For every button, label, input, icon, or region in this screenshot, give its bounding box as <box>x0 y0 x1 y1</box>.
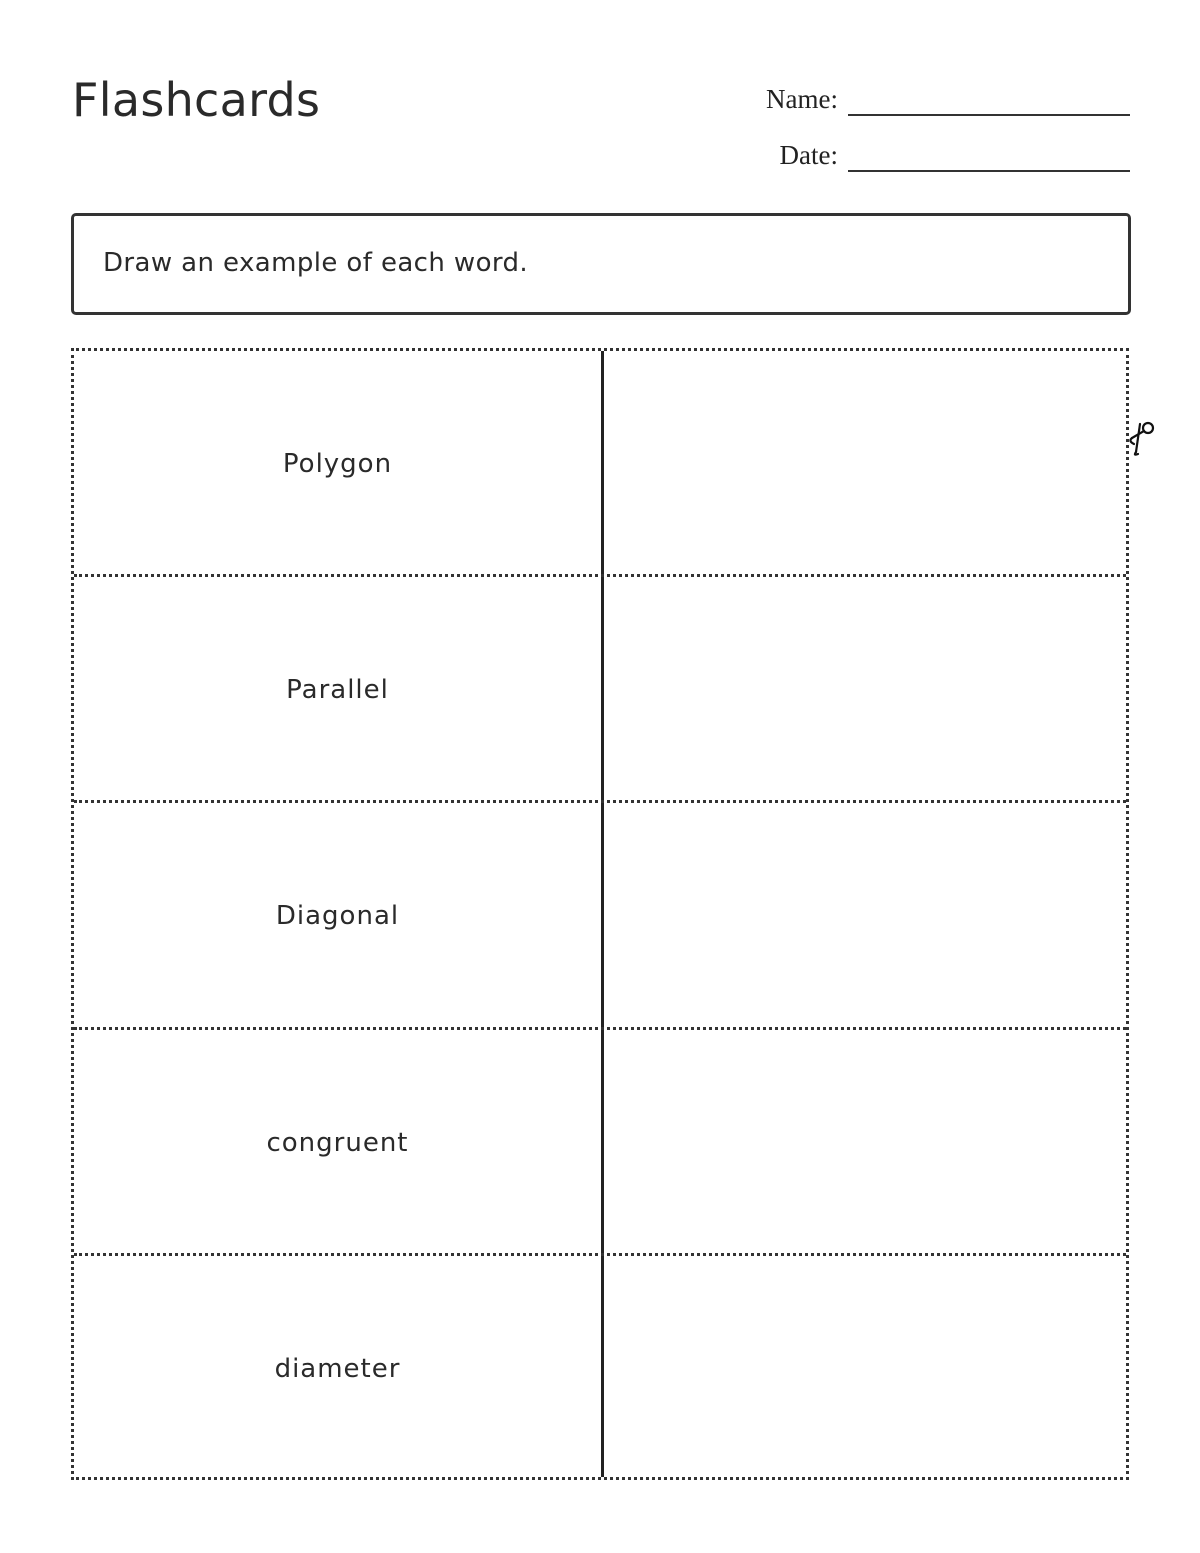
drawing-area <box>604 1030 1126 1256</box>
flashcard-row <box>74 1256 1126 1482</box>
drawing-area <box>604 351 1126 577</box>
date-label: Date: <box>779 140 838 170</box>
name-field <box>766 76 1130 116</box>
term-cell <box>74 803 601 1029</box>
flashcard-row <box>74 803 1126 1029</box>
instructions-box <box>71 213 1131 315</box>
name-label: Name: <box>766 84 838 114</box>
name-write-line <box>848 76 1130 116</box>
term-text: Polygon <box>282 449 393 479</box>
flashcard-grid <box>71 348 1129 1480</box>
worksheet-title: Flashcards <box>72 73 321 127</box>
term-text: Parallel <box>286 675 389 705</box>
drawing-area <box>604 803 1126 1029</box>
drawing-area <box>604 577 1126 803</box>
term-text: congruent <box>266 1128 409 1158</box>
instructions-text: Draw an example of each word. <box>103 248 529 278</box>
term-text: Diagonal <box>275 901 400 931</box>
flashcard-row <box>74 577 1126 803</box>
drawing-area <box>604 1256 1126 1482</box>
term-cell <box>74 1256 601 1482</box>
date-field <box>780 132 1130 172</box>
scissors-icon <box>1122 414 1162 458</box>
term-cell <box>74 1030 601 1256</box>
term-text: diameter <box>274 1354 401 1384</box>
flashcard-row <box>74 351 1126 577</box>
date-write-line <box>848 132 1130 172</box>
flashcard-row <box>74 1030 1126 1256</box>
term-cell <box>74 351 601 577</box>
term-cell <box>74 577 601 803</box>
